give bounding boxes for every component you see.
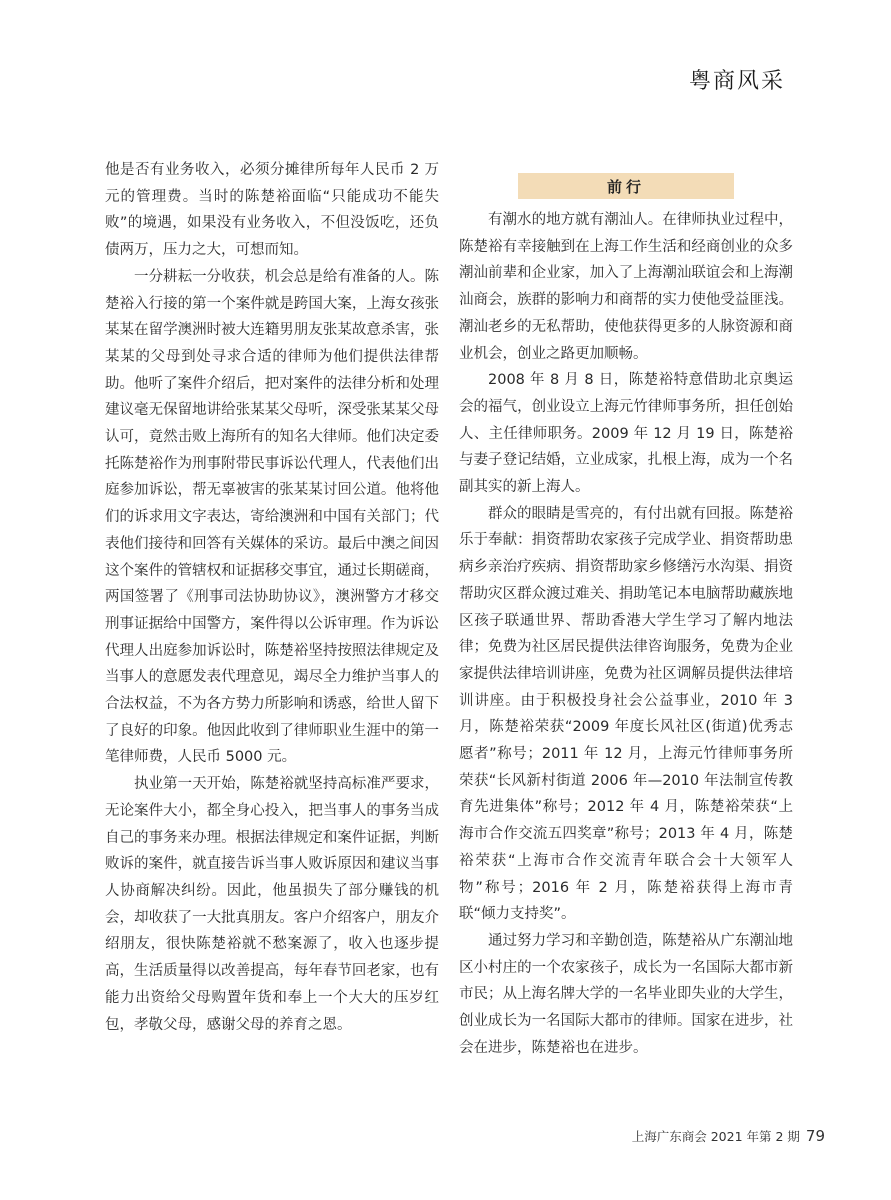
subheading-text: 前行: [606, 177, 645, 196]
page-number: 79: [805, 1127, 825, 1145]
right-paragraph-3: 群众的眼睛是雪亮的，有付出就有回报。陈楚裕乐于奉献：捐资帮助农家孩子完成学业、捐资帮助患病乡亲治疗疾病、捐资帮助家乡修缮污水沟渠、捐资帮助灾区群众渡过难关、捐助笔记本电脑帮助藏族地区孩子联通世界、帮助香港大学生学习了解内地法律；免费为社区居民提供法律咨询服务，免费为企业家提供法律培训讲座，免费为社区调解员提供法律培训讲座。由于积极投身社会公益事业，2010 年 3 月，陈楚裕荣获“2009 年度长风社区(街道)优秀志愿者”称号；2011 年 12 月，上海元竹律师事务所荣获“长风新村街道 2006 年—2010 年法制宣传教育先进集体”称号；2012 年 4 月，陈楚裕荣获“上海市合作交流五四奖章”称号；2013 年 4 月，陈楚裕荣获“上海市合作交流青年联合会十大领军人物”称号；2016 年 2 月，陈楚裕获得上海市青联“倾力支持奖”。: [459, 505, 793, 923]
subheading-box: [518, 173, 734, 199]
left-paragraph-2: 一分耕耘一分收获，机会总是给有准备的人。陈楚裕入行接的第一个案件就是跨国大案，上海女孩张某某在留学澳洲时被大连籍男朋友张某故意杀害，张某某的父母到处寻求合适的律师为他们提供法律帮助。他听了案件介绍后，把对案件的法律分析和处理建议毫无保留地讲给张某某父母听，深受张某某父母认可，竟然击败上海所有的知名大律师。他们决定委托陈楚裕作为刑事附带民事诉讼代理人，代表他们出庭参加诉讼，帮无辜被害的张某某讨回公道。他将他们的诉求用文字表达，寄给澳洲和中国有关部门；代表他们接待和回答有关媒体的采访。最后中澳之间因这个案件的管辖权和证据移交事宜，通过长期磋商，两国签署了《刑事司法协助协议》，澳洲警方才移交刑事证据给中国警方，案件得以公诉审理。作为诉讼代理人出庭参加诉讼时，陈楚裕坚持按照法律规定及当事人的意愿发表代理意见，竭尽全力维护当事人的合法权益，不为各方势力所影响和诱惑，给世人留下了良好的印象。他因此收到了律师职业生涯中的第一笔律师费，人民币 5000 元。: [105, 268, 439, 766]
publication-name: 上海广东商会 2021 年第 2 期: [631, 1129, 800, 1144]
left-paragraph-1: 他是否有业务收入，必须分摊律所每年人民币 2 万元的管理费。当时的陈楚裕面临“只能成功不能失败”的境遇，如果没有业务收入，不但没饭吃，还负债两万，压力之大，可想而知。: [105, 162, 439, 259]
left-column: [105, 157, 439, 1038]
right-paragraph-4: 通过努力学习和辛勤创造，陈楚裕从广东潮汕地区小村庄的一个农家孩子，成长为一名国际大都市新市民；从上海名牌大学的一名毕业即失业的大学生，创业成长为一名国际大都市的律师。国家在进步，社会在进步，陈楚裕也在进步。: [459, 932, 793, 1056]
right-column: [459, 207, 793, 1062]
page-footer: [632, 1127, 825, 1145]
section-title: 粤商风采: [688, 69, 785, 94]
left-paragraph-3: 执业第一天开始，陈楚裕就坚持高标准严要求，无论案件大小，都全身心投入，把当事人的事务当成自己的事务来办理。根据法律规定和案件证据，判断败诉的案件，就直接告诉当事人败诉原因和建议当事人协商解决纠纷。因此，他虽损失了部分赚钱的机会，却收获了一大批真朋友。客户介绍客户，朋友介绍朋友，很快陈楚裕就不愁案源了，收入也逐步提高，生活质量得以改善提高，每年春节回老家，也有能力出资给父母购置年货和奉上一个大大的压岁红包，孝敬父母，感谢父母的养育之恩。: [105, 776, 439, 1033]
right-paragraph-1: 有潮水的地方就有潮汕人。在律师执业过程中，陈楚裕有幸接触到在上海工作生活和经商创业的众多潮汕前辈和企业家，加入了上海潮汕联谊会和上海潮汕商会，族群的影响力和商帮的实力使他受益匪浅。潮汕老乡的无私帮助，使他获得更多的人脉资源和商业机会，创业之路更加顺畅。: [459, 212, 793, 362]
right-paragraph-2: 2008 年 8 月 8 日，陈楚裕特意借助北京奥运会的福气，创业设立上海元竹律师事务所，担任创始人、主任律师职务。2009 年 12 月 19 日，陈楚裕与妻子登记结婚，立业成家，扎根上海，成为一个名副其实的新上海人。: [459, 372, 793, 496]
